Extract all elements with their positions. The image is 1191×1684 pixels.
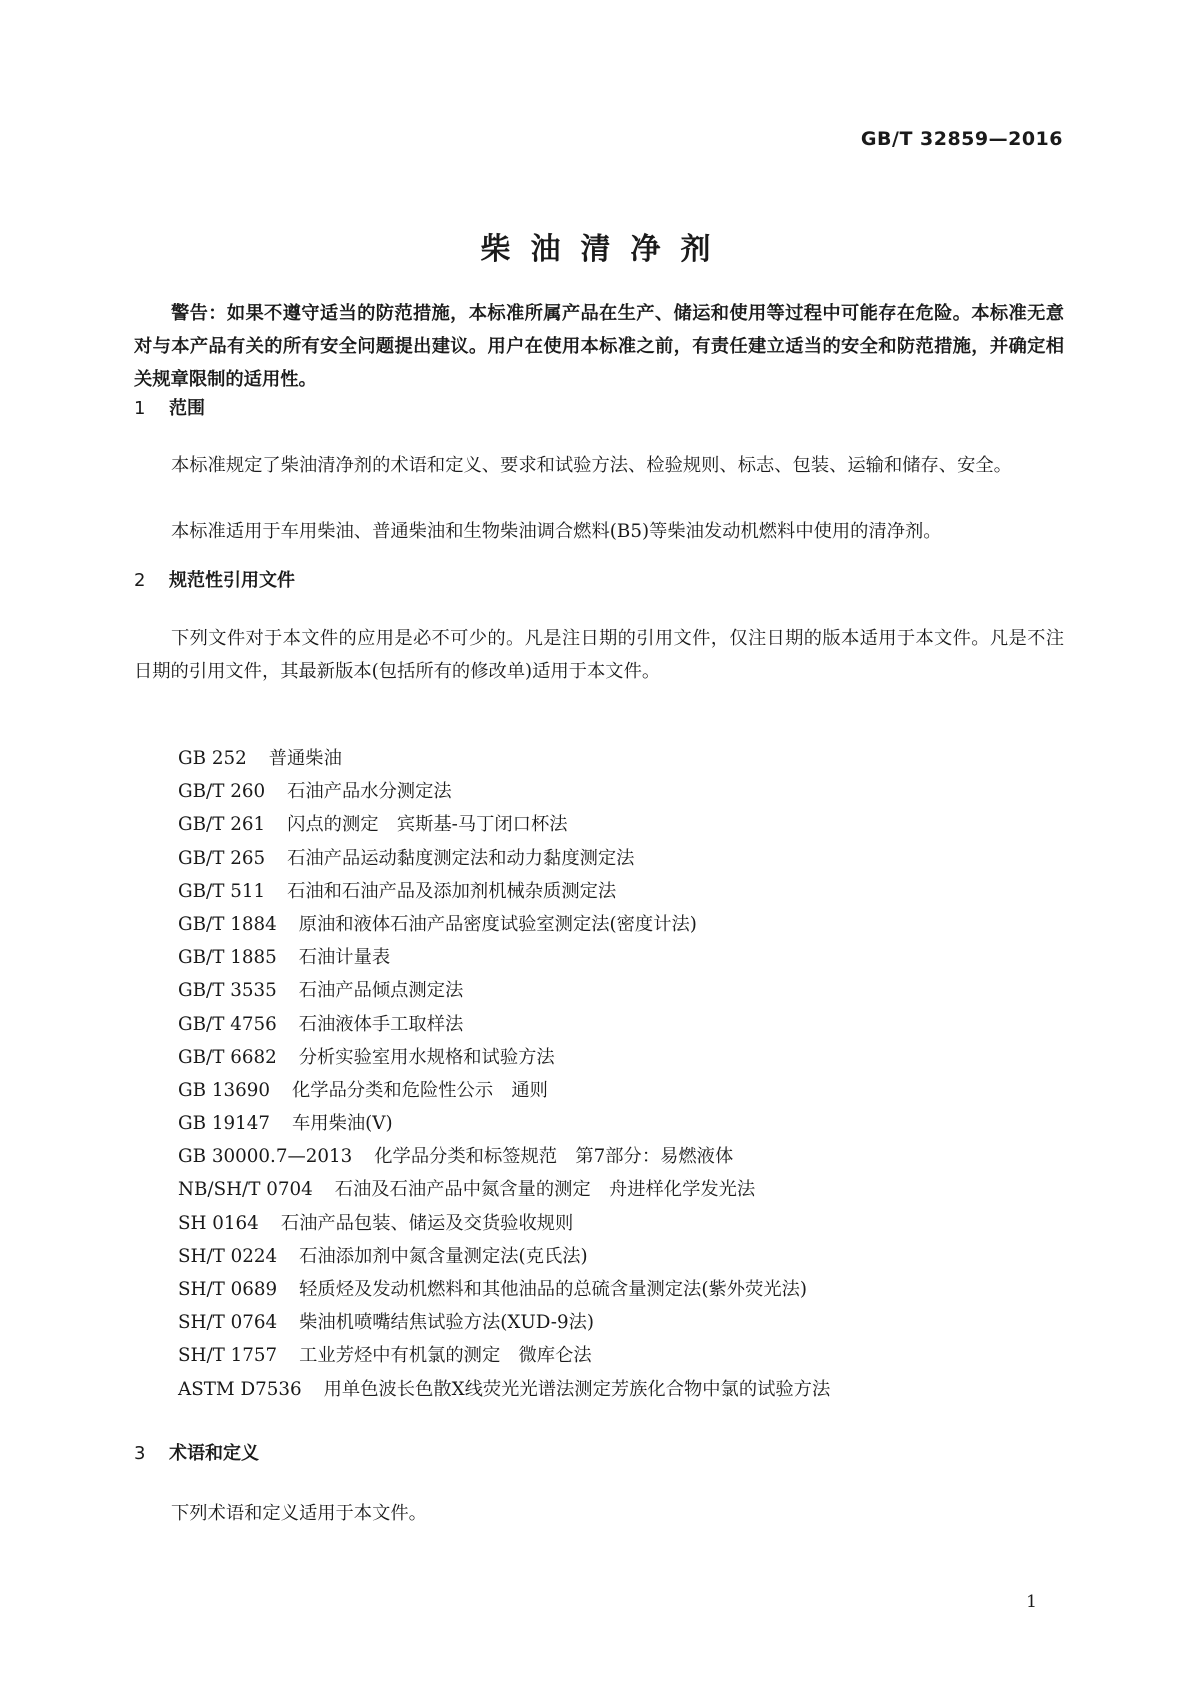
reference-item xyxy=(178,974,830,1007)
reference-item xyxy=(178,1074,830,1107)
reference-code: SH/T 1757 xyxy=(178,1345,278,1367)
reference-item xyxy=(178,1273,830,1306)
section-number: 1 xyxy=(134,398,146,419)
reference-item xyxy=(178,1008,830,1041)
reference-title: 石油液体手工取样法 xyxy=(298,1013,464,1035)
standard-code: GB/T 32859—2016 xyxy=(860,128,1063,150)
reference-title: 工业芳烃中有机氯的测定 微库仑法 xyxy=(299,1345,592,1367)
reference-item xyxy=(178,742,830,775)
section-title: 范围 xyxy=(169,398,205,419)
reference-code: GB/T 260 xyxy=(178,781,266,803)
reference-title: 分析实验室用水规格和试验方法 xyxy=(298,1046,555,1068)
reference-title: 原油和液体石油产品密度试验室测定法(密度计法) xyxy=(298,913,697,935)
scope-paragraph: 本标准适用于车用柴油、普通柴油和生物柴油调合燃料(B5)等柴油发动机燃料中使用的清净剂。 xyxy=(171,521,942,542)
reference-item xyxy=(178,1107,830,1140)
reference-title: 闪点的测定 宾斯基-马丁闭口杯法 xyxy=(287,814,568,836)
reference-title: 普通柴油 xyxy=(268,748,342,769)
reference-code: GB 30000.7—2013 xyxy=(178,1146,353,1168)
reference-item xyxy=(178,1041,830,1074)
reference-title: 用单色波长色散X线荧光光谱法测定芳族化合物中氯的试验方法 xyxy=(323,1378,831,1400)
reference-item xyxy=(178,908,830,941)
reference-code: GB 13690 xyxy=(178,1079,271,1101)
reference-item xyxy=(178,1173,830,1206)
section-title: 规范性引用文件 xyxy=(169,570,295,591)
reference-code: GB/T 6682 xyxy=(178,1046,277,1068)
reference-title: 轻质烃及发动机燃料和其他油品的总硫含量测定法(紫外荧光法) xyxy=(299,1279,808,1300)
reference-title: 车用柴油(Ⅴ) xyxy=(292,1113,393,1135)
section-heading-scope xyxy=(134,394,205,420)
reference-item xyxy=(178,842,830,875)
reference-item xyxy=(178,1306,830,1339)
reference-title: 石油计量表 xyxy=(298,947,391,969)
section-number: 3 xyxy=(134,1443,146,1464)
document-title: 柴油清净剂 xyxy=(480,232,731,267)
reference-title: 石油产品运动黏度测定法和动力黏度测定法 xyxy=(287,847,635,869)
reference-item xyxy=(178,1373,830,1406)
reference-title: 石油产品包装、储运及交货验收规则 xyxy=(280,1212,574,1234)
section-title: 术语和定义 xyxy=(169,1443,259,1464)
reference-code: GB 252 xyxy=(178,748,247,769)
references-intro: 下列文件对于本文件的应用是必不可少的。凡是注日期的引用文件，仅注日期的版本适用于本文件。凡是不注日期的引用文件，其最新版本(包括所有的修改单)适用于本文件。 xyxy=(134,628,1064,682)
reference-item xyxy=(178,941,830,974)
reference-code: SH/T 0764 xyxy=(178,1312,278,1334)
reference-item xyxy=(178,1339,830,1372)
reference-title: 柴油机喷嘴结焦试验方法(XUD-9法) xyxy=(299,1312,595,1334)
reference-code: SH 0164 xyxy=(178,1212,259,1234)
reference-code: SH/T 0224 xyxy=(178,1245,278,1267)
reference-item xyxy=(178,1140,830,1173)
reference-code: GB/T 261 xyxy=(178,814,266,836)
reference-title: 石油及石油产品中氮含量的测定 舟进样化学发光法 xyxy=(334,1179,756,1201)
page-number: 1 xyxy=(1026,1592,1037,1612)
reference-code: GB/T 4756 xyxy=(178,1013,277,1035)
reference-code: GB 19147 xyxy=(178,1113,271,1135)
reference-title: 石油产品水分测定法 xyxy=(287,781,452,803)
reference-title: 石油添加剂中氮含量测定法(克氏法) xyxy=(299,1245,588,1267)
reference-code: NB/SH/T 0704 xyxy=(178,1179,313,1201)
reference-code: GB/T 1884 xyxy=(178,913,277,935)
reference-code: GB/T 1885 xyxy=(178,947,277,969)
section-heading-terms xyxy=(134,1439,259,1465)
reference-code: GB/T 511 xyxy=(178,880,266,902)
warning-paragraph: 警告：如果不遵守适当的防范措施，本标准所属产品在生产、储运和使用等过程中可能存在危险。本标准无意对与本产品有关的所有安全问题提出建议。用户在使用本标准之前，有责任建立适当的安全和防范措施，并确定相关规章限制的适用性。 xyxy=(134,303,1064,390)
terms-intro: 下列术语和定义适用于本文件。 xyxy=(171,1503,427,1524)
scope-paragraph: 本标准规定了柴油清净剂的术语和定义、要求和试验方法、检验规则、标志、包装、运输和储存、安全。 xyxy=(171,455,1012,476)
section-number: 2 xyxy=(134,570,146,591)
reference-item xyxy=(178,875,830,908)
reference-title: 化学品分类和标签规范 第7部分：易燃液体 xyxy=(374,1146,734,1168)
reference-code: GB/T 265 xyxy=(178,847,266,869)
reference-item xyxy=(178,1240,830,1273)
reference-item xyxy=(178,808,830,841)
reference-code: ASTM D7536 xyxy=(178,1378,302,1400)
reference-item xyxy=(178,1207,830,1240)
reference-title: 石油产品倾点测定法 xyxy=(298,980,464,1002)
reference-code: GB/T 3535 xyxy=(178,980,277,1002)
reference-item xyxy=(178,775,830,808)
reference-title: 化学品分类和危险性公示 通则 xyxy=(292,1079,548,1101)
reference-code: SH/T 0689 xyxy=(178,1279,278,1300)
reference-list xyxy=(178,742,830,1406)
reference-title: 石油和石油产品及添加剂机械杂质测定法 xyxy=(287,880,617,902)
section-heading-normative-references xyxy=(134,566,295,592)
